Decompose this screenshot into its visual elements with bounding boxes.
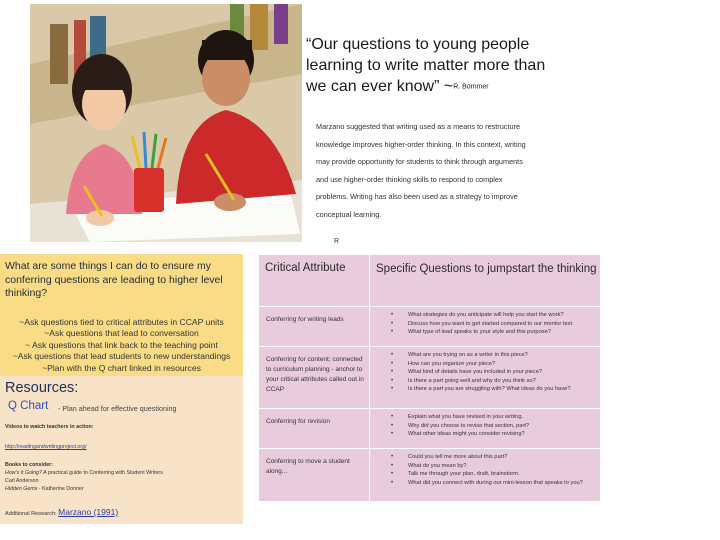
table-row	[259, 409, 601, 449]
row-attribute: Conferring to move a student along...	[259, 449, 370, 502]
additional-research-label: Additional Research:	[5, 511, 59, 517]
question-item: • Talk me through your plan, draft, brainstorm.	[370, 470, 600, 479]
question-item: • Is there a part going well and why do you think so?	[370, 377, 600, 386]
row-attribute: Conferring for writing leads	[259, 307, 370, 347]
strategy-item: ~Ask questions that lead students to new understandings	[12, 351, 231, 362]
strategy-item: ~Plan with the Q chart linked in resources	[42, 362, 201, 373]
question-item: • Explain what you have revised in your writing.	[370, 413, 600, 422]
quote	[306, 34, 556, 97]
book-1	[5, 470, 163, 478]
question-item: • Could you tell me more about this part?	[370, 453, 600, 462]
book-1-author: Carl Anderson	[5, 478, 39, 484]
question-item: • How can you organize your piece?	[370, 360, 600, 369]
table-row	[259, 307, 601, 347]
question-item: • What strategies do you anticipate will help you start the work?	[370, 311, 600, 320]
question-item: • What type of lead speaks to your style and this purpose?	[370, 328, 600, 337]
quote-text: “Our questions to young people learning to write matter more than we can ever know” ~	[306, 36, 546, 95]
strategy-item: ~ Ask questions that link back to the teaching point	[25, 339, 218, 350]
marzano-paragraph: Marzano suggested that writing used as a means to restructure knowledge improves higher-order thinking. In this context, writing may provide opportunity for students to think through arguments and use higher-order thinking skills to respond to complex problems. Writing has also been used as a strategy to improve conceptual learning.	[316, 122, 526, 219]
question-item: • What did you connect with during our mini-lesson that speaks to you?	[370, 479, 600, 488]
table-header-row	[259, 255, 601, 307]
book-2	[5, 486, 84, 494]
additional-research	[5, 507, 118, 517]
table-row	[259, 449, 601, 502]
higher-level-thinking-box	[0, 254, 243, 376]
question-item: • Is there a part you are struggling with? What ideas do you have?	[370, 385, 600, 394]
qchart-link[interactable]: Q Chart	[8, 400, 49, 412]
quote-attribution: R. Bommer	[453, 83, 489, 91]
resources-box	[0, 376, 243, 524]
row-questions	[370, 347, 601, 409]
row-questions	[370, 307, 601, 347]
header-specific-questions: Specific Questions to jumpstart the thinking	[370, 255, 601, 307]
marzano-link[interactable]: Marzano (1991)	[58, 507, 119, 517]
book-1-subtitle: A practical guide to Conferring with Student Writers	[41, 470, 163, 476]
resources-title: Resources:	[5, 380, 79, 396]
question-item: • Why did you choose to revise that section, part?	[370, 422, 600, 431]
header-critical-attribute: Critical Attribute	[259, 255, 370, 307]
qchart-note: - Plan ahead for effective questioning	[58, 404, 177, 413]
question-item: • What other ideas might you consider revising?	[370, 430, 600, 439]
row-attribute: Conferring for revision	[259, 409, 370, 449]
strategy-item: ~Ask questions that lead to conversation	[44, 328, 199, 339]
videos-link[interactable]: http://readingandwritingproject.org/	[5, 444, 87, 450]
conferring-questions-table	[258, 254, 601, 502]
row-attribute: Conferring for content; connected to curriculum planning - anchor to your critical attributes called out in CCAP	[259, 347, 370, 409]
question-item: • What are you trying on as a writer in this piece?	[370, 351, 600, 360]
strategy-list	[0, 317, 243, 374]
book-1-title: How's it Going?	[5, 470, 42, 476]
question-item: • What kind of details have you included in your piece?	[370, 368, 600, 377]
book-2-title: Hidden Gems	[5, 486, 38, 492]
row-questions	[370, 409, 601, 449]
row-questions	[370, 449, 601, 502]
question-item: • Discuss how you want to get started compared to our mentor text	[370, 320, 600, 329]
book-2-author: - Katherine Donner	[37, 486, 84, 492]
question-item: • What do you mean by?	[370, 462, 600, 471]
box-question: What are some things I can do to ensure my conferring questions are leading to higher level thinking?	[5, 260, 223, 299]
stray-mark: R	[334, 238, 340, 245]
table-row	[259, 347, 601, 409]
children-writing-photo	[30, 4, 302, 242]
books-label: Books to consider:	[5, 462, 53, 468]
videos-label: Videos to watch teachers in action:	[5, 424, 94, 430]
strategy-item: ~Ask questions tied to critical attributes in CCAP units	[19, 317, 224, 327]
